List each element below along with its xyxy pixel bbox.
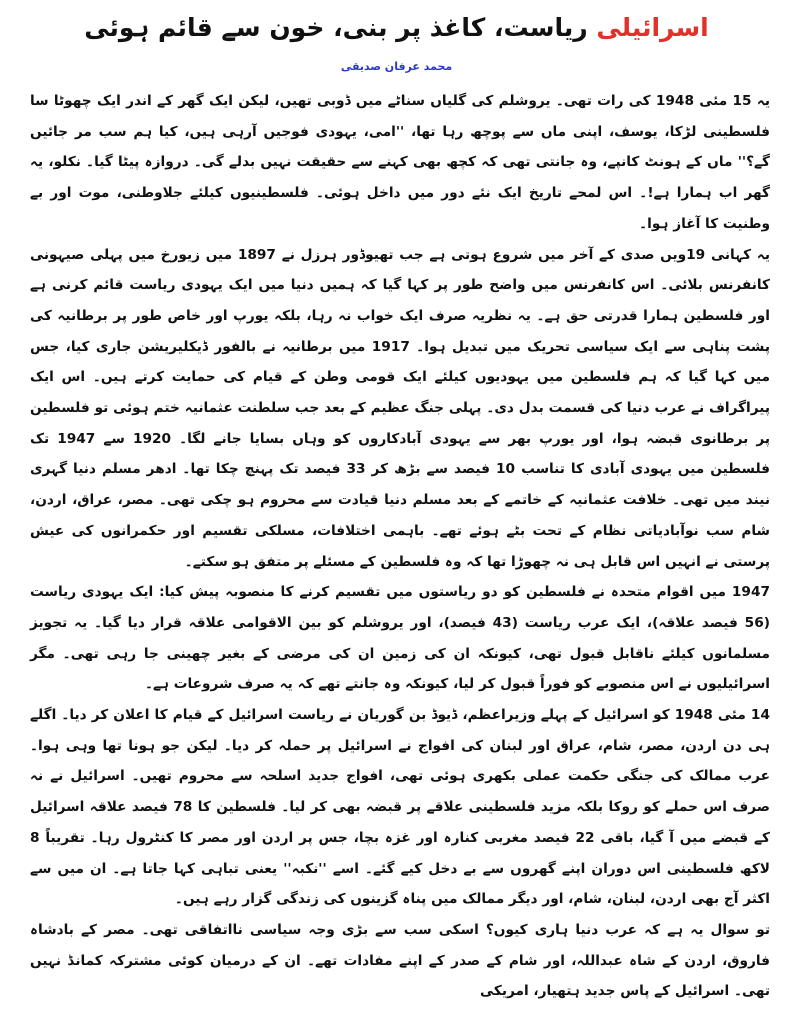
paragraph-2: یہ کہانی 19ویں صدی کے آخر میں شروع ہوتی ہے جب تھیوڈور ہرزل نے 1897 میں زیورخ میں پہلی صیہونی کانفرنس بلائی۔ اس کانفرنس میں واضح طور پر کہا گیا کہ ہمیں دنیا میں ایک یہودی ریاست قائم کرنی ہے اور فلسطین ہمارا قدرتی حق ہے۔ یہ نظریہ صرف ایک خواب نہ رہا، بلکہ یورپ اور خاص طور پر برطانیہ کی پشت پناہی سے ایک سیاسی تحریک میں تبدیل ہوا۔ 1917 میں برطانیہ نے بالفور ڈیکلیریشن جاری کیا، جس میں کہا گیا کہ ہم فلسطین میں یہودیوں کیلئے ایک قومی وطن کے قیام کی حمایت کرتے ہیں۔ اس ایک پیراگراف نے عرب دنیا کی قسمت بدل دی۔ پہلی جنگ عظیم کے بعد جب سلطنت عثمانیہ ختم ہوئی تو فلسطین پر برطانوی قبضہ ہوا، اور یورپ بھر سے یہودی آبادکاروں کو وہاں بسایا جانے لگا۔ 1920 سے 1947 تک فلسطین میں یہودی آبادی کا تناسب 10 فیصد سے بڑھ کر 33 فیصد تک پہنچ چکا تھا۔ ادھر مسلم دنیا گہری نیند میں تھی۔ خلافت عثمانیہ کے خاتمے کے بعد مسلم دنیا قیادت سے محروم ہو چکی تھی۔ مصر، عراق، اردن، شام سب نوآبادیاتی نظام کے تحت بٹے ہوئے تھے۔ باہمی اختلافات، مسلکی تقسیم اور حکمرانوں کی عیش پرستی نے انہیں اس قابل ہی نہ چھوڑا تھا کہ وہ فلسطین کے مسئلے پر متفق ہو سکتے۔ [30, 246, 771, 570]
paragraph-3: 1947 میں اقوام متحدہ نے فلسطین کو دو ریاستوں میں تقسیم کرنے کا منصوبہ پیش کیا: ایک یہودی ریاست (56 فیصد علاقہ)، ایک عرب ریاست (43 فیصد)، اور یروشلم کو بین الاقوامی علاقہ قرار دیا گیا۔ یہ تجویز مسلمانوں کیلئے ناقابل قبول تھی، کیونکہ ان کی زمین ان کی مرضی کے بغیر چھینی جا رہی تھی۔ مگر اسرائیلیوں نے اس منصوبے کو فوراً قبول کر لیا، کیونکہ وہ جانتے تھے کہ یہ صرف شروعات ہے۔ [30, 584, 770, 693]
title-text: ریاست، کاغذ پر بنی، خون سے قائم ہوئی [84, 13, 597, 42]
article-title [0, 8, 793, 48]
author-byline: محمد عرفان صدیقی [340, 60, 453, 73]
article-body [30, 86, 770, 1007]
title-highlight: اسرائیلی [596, 13, 709, 42]
paragraph-5: تو سوال یہ ہے کہ عرب دنیا ہاری کیوں؟ اسکی سب سے بڑی وجہ سیاسی نااتفاقی تھی۔ مصر کے بادشاہ فاروق، اردن کے شاہ عبداللہ، اور شام کے صدر کے اپنے مفادات تھے۔ ان کے درمیان کوئی مشترکہ کمانڈ نہیں تھی۔ اسرائیل کے پاس جدید ہتھیار، امریکی [30, 921, 770, 1000]
paragraph-1: یہ 15 مئی 1948 کی رات تھی۔ یروشلم کی گلیاں سناٹے میں ڈوبی تھیں، لیکن ایک گھر کے اندر ایک چھوٹا سا فلسطینی لڑکا، یوسف، اپنی ماں سے پوچھ رہا تھا، ''امی، یہودی فوجیں آرہی ہیں، کیا ہم سب مر جائیں گے؟'' ماں کے ہونٹ کانپے، وہ جانتی تھی کہ کچھ بھی کہنے سے حقیقت نہیں بدلے گی۔ دروازہ پیٹا گیا۔ نکلو، یہ گھر اب ہمارا ہے!۔ اس لمحے تاریخ ایک نئے دور میں داخل ہوئی۔ فلسطینیوں کیلئے جلاوطنی، موت اور بے وطنیت کا آغاز ہوا۔ [30, 93, 770, 232]
paragraph-4: 14 مئی 1948 کو اسرائیل کے پہلے وزیراعظم، ڈیوڈ بن گوریان نے ریاست اسرائیل کے قیام کا اعلان کر دیا۔ اگلے ہی دن اردن، مصر، شام، عراق اور لبنان کی افواج نے اسرائیل پر حملہ کر دیا۔ لیکن جو ہونا تھا وہی ہوا۔ عرب ممالک کی جنگی حکمت عملی بکھری ہوئی تھی، افواج جدید اسلحہ سے محروم تھیں۔ اسرائیل نے نہ صرف اس حملے کو روکا بلکہ مزید فلسطینی علاقے پر قبضہ بھی کر لیا۔ فلسطین کا 78 فیصد علاقہ اسرائیل کے قبضے میں آ گیا، باقی 22 فیصد مغربی کنارہ اور غزہ بچا، جس پر اردن اور مصر کا کنٹرول رہا۔ تقریباً 8 لاکھ فلسطینی اس دوران اپنے گھروں سے بے دخل کیے گئے۔ اسے ''نکبہ'' یعنی تباہی کہا جاتا ہے۔ ان میں سے اکثر آج بھی اردن، لبنان، شام، اور دیگر ممالک میں پناہ گزینوں کی زندگی گزار رہے ہیں۔ [30, 707, 770, 908]
